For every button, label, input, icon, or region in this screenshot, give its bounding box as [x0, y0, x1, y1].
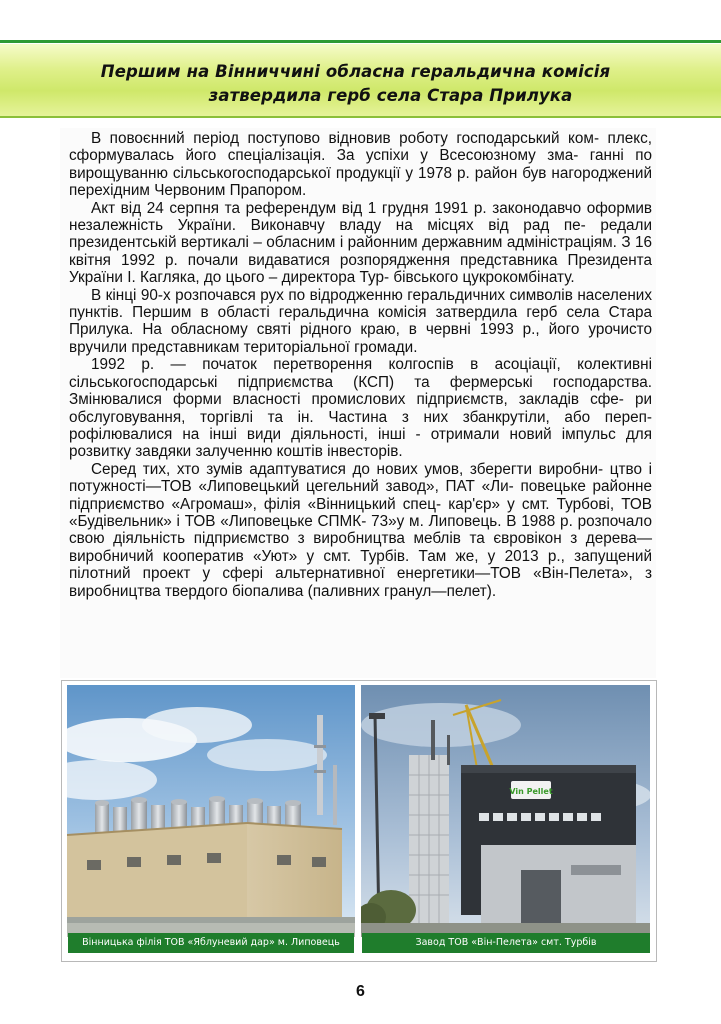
- text-line: повецьке районне підприємство «Агромаш», філія «Вінницький спец-: [69, 478, 652, 513]
- factory-photo-right: [361, 685, 650, 937]
- text-line: ри обслуговування, торгівлі та ін. Частина з них збанкрутіли, або переп-: [69, 391, 652, 426]
- text-line: бівського цукрокомбінату.: [393, 269, 575, 287]
- text-line: населених пунктів. Першим в області геральдична комісія затвердила: [69, 286, 652, 322]
- text-line: представника Президента України І. Кагляка, до цього – директора Тур-: [69, 251, 653, 287]
- page-title-line-2: затвердила герб села Стара Прилука: [208, 86, 573, 105]
- text-line: герб села Стара Прилука. На обласному святі рідного краю, в червні: [69, 304, 652, 339]
- text-line: 1992 р. — початок перетворення колгоспів в асоціації, колективні: [91, 356, 652, 374]
- title-band: [0, 44, 721, 118]
- text-line: сільськогосподарські підприємства (КСП) та фермерські господарства.: [69, 373, 652, 391]
- vin-pellet-sign: Vin Pellet: [509, 787, 553, 796]
- text-line: В повоєнний період поступово відновив роботу господарський ком-: [91, 130, 600, 147]
- photo-caption-right: Завод ТОВ «Він-Пелета» смт. Турбів: [362, 933, 650, 953]
- factory-photo-left: [67, 685, 355, 937]
- text-line: Акт від 24 серпня та референдум від 1 грудня 1991 р. законодавчо: [91, 199, 582, 217]
- text-line: плекс, сформувалась його спеціалізація. За успіхи у Всесоюзному зма-: [69, 130, 653, 165]
- paragraph-1: [69, 130, 652, 200]
- text-line: Серед тих, хто зумів адаптуватися до нових умов, зберегти виробни-: [91, 460, 604, 478]
- header-rule: [0, 40, 721, 43]
- page-title-line-1: Першим на Вінниччині обласна геральдична комісія: [100, 62, 611, 81]
- paragraph-5: [69, 461, 652, 600]
- text-line: рофілювалися на інші види діяльності, інші - отримали новий імпульс: [69, 425, 616, 443]
- text-line: виробництва меблів та євровікон з дерева—виробничий кооператив: [69, 530, 653, 565]
- page-number: 6: [356, 983, 365, 1000]
- paragraph-2: [69, 200, 652, 287]
- text-line: кар'єр» у смт. Турбові, ТОВ «Будівельник» і ТОВ «Липовецьке СПМК-: [69, 495, 653, 530]
- text-line: цтво і потужності—ТОВ «Липовецький цегельний завод», ПАТ «Ли-: [69, 460, 652, 496]
- text-line: був нагороджений перехідним Червоним Прапором.: [69, 164, 652, 200]
- photo-caption-left: Вінницька філія ТОВ «Яблуневий дар» м. Липовець: [68, 933, 354, 953]
- text-line: оформив незалежність України. Виконавчу владу на місцях від рад пе-: [69, 199, 653, 235]
- text-line: для розвитку завдяки залученню коштів інвесторів.: [69, 425, 653, 461]
- paragraph-4: [69, 356, 652, 460]
- text-line: 1993 р., його урочисто вручили представникам територіальної громади.: [69, 321, 653, 356]
- body-text: [60, 128, 656, 678]
- text-line: сфері альтернативної енергетики—ТОВ «Він-Пелета», з виробництва: [69, 565, 652, 600]
- text-line: В кінці 90-х розпочався рух по відродженню геральдичних символів: [91, 286, 573, 304]
- text-line: редали президентській вертикалі – обласним і районним державним: [69, 217, 652, 252]
- text-line: 73»у м. Липовець. В 1988 р. розпочало свою діяльність підприємство з: [69, 512, 653, 548]
- text-line: Змінювалися форми власності промислових підприємств, закладів сфе-: [69, 391, 624, 409]
- text-line: ганні по вирощуванню сільськогосподарської продукції у 1978 р. район: [69, 147, 653, 182]
- text-line: твердого біопалива (паливних гранул—пелет).: [164, 582, 497, 600]
- photo-frame: [61, 680, 657, 962]
- paragraph-3: [69, 287, 652, 357]
- text-line: адміністраціям. З 16 квітня 1992 р. почали видаватися розпорядження: [69, 234, 653, 269]
- text-line: «Уют» у смт. Турбів. Там же, у 2013 р., запущений пілотний проект у: [69, 547, 652, 583]
